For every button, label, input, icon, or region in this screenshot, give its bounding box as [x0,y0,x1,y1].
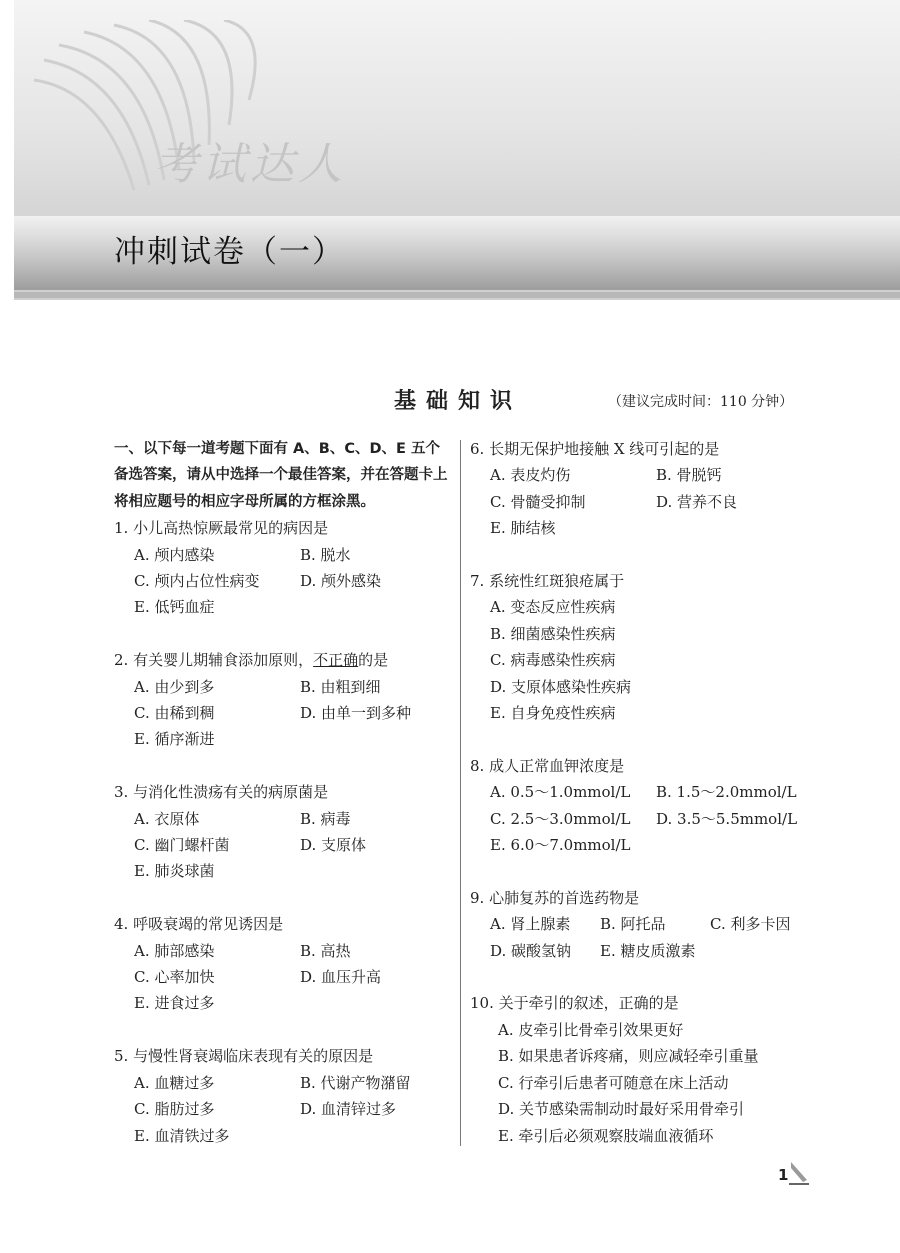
option: A. 衣原体 [134,809,200,828]
option: C. 利多卡因 [710,915,791,934]
option: C. 行牵引后患者可随意在床上活动 [498,1073,729,1092]
option: E. 牵引后必须观察肢端血液循环 [498,1126,714,1145]
option: D. 颅外感染 [300,572,382,591]
question-stem: 10. 关于牵引的叙述，正确的是 [470,994,679,1013]
question-stem: 6. 长期无保护地接触 X 线可引起的是 [470,440,720,458]
question-stem [114,647,454,673]
page-title: 冲刺试卷（一） [114,234,345,270]
option: A. 肾上腺素 [490,915,571,934]
page-corner-icon [789,1160,809,1186]
option: A. 由少到多 [134,677,215,696]
right-column [470,436,810,1149]
option: D. 3.5～5.5mmol/L [656,809,798,828]
option: E. 血清铁过多 [134,1126,230,1145]
section-time-note: （建议完成时间：110 分钟） [608,394,794,410]
option: C. 心率加快 [134,968,215,987]
option: A. 肺部感染 [134,941,215,960]
question-stem: 7. 系统性红斑狼疮属于 [470,572,625,591]
option: C. 由稀到稠 [134,704,215,723]
option: E. 糖皮质激素 [600,941,696,960]
page-number: 1 [778,1166,789,1184]
question-7 [470,568,810,726]
option: D. 营养不良 [656,492,738,511]
option: E. 6.0～7.0mmol/L [490,836,631,855]
option: B. 代谢产物潴留 [300,1073,411,1092]
question-9 [470,885,810,964]
column-divider [460,440,461,1146]
option: B. 脱水 [300,545,351,564]
question-stem: 8. 成人正常血钾浓度是 [470,756,625,775]
left-column [114,436,454,1149]
question-10 [470,990,810,1148]
stem-part: 2. 有关婴儿期辅食添加原则， [114,651,314,670]
option: A. 血糖过多 [134,1073,215,1092]
option: A. 表皮灼伤 [490,466,571,485]
option: B. 阿托品 [600,915,666,934]
stem-part: 的是 [358,651,389,670]
option: E. 低钙血症 [134,598,215,617]
question-1 [114,515,454,621]
option: E. 进食过多 [134,994,215,1013]
option: B. 病毒 [300,809,351,828]
question-5 [114,1043,454,1149]
option: B. 高热 [300,941,351,960]
question-stem: 3. 与消化性溃疡有关的病原菌是 [114,783,329,802]
option: B. 1.5～2.0mmol/L [656,783,797,802]
option: C. 脂肪过多 [134,1100,215,1119]
option: D. 血清锌过多 [300,1100,397,1119]
question-8 [470,753,810,859]
option: B. 骨脱钙 [656,466,722,485]
option: C. 幽门螺杆菌 [134,836,230,855]
option: D. 支原体感染性疾病 [490,677,632,696]
option: A. 颅内感染 [134,545,215,564]
option: D. 碳酸氢钠 [490,941,572,960]
option: E. 循序渐进 [134,730,215,749]
logo-text: 考试达人 [154,139,346,190]
question-stem: 1. 小儿高热惊厥最常见的病因是 [114,519,329,538]
header-banner [14,0,900,300]
stem-emphasis: 不正确 [313,651,359,670]
option: D. 血压升高 [300,968,382,987]
option: E. 肺结核 [490,519,556,538]
option: C. 2.5～3.0mmol/L [490,809,631,828]
question-stem: 4. 呼吸衰竭的常见诱因是 [114,915,284,934]
question-3 [114,779,454,885]
question-2 [114,647,454,753]
option: D. 关节感染需制动时最好采用骨牵引 [498,1100,745,1119]
option: C. 病毒感染性疾病 [490,651,616,670]
option: A. 变态反应性疾病 [490,598,616,617]
band-underline [14,292,900,298]
option: B. 细菌感染性疾病 [490,624,616,643]
option: D. 支原体 [300,836,367,855]
option: C. 颅内占位性病变 [134,572,260,591]
question-6 [470,436,810,542]
option: E. 自身免疫性疾病 [490,704,616,723]
option: A. 皮牵引比骨牵引效果更好 [498,1020,684,1039]
option: A. 0.5～1.0mmol/L [490,783,631,802]
option: E. 肺炎球菌 [134,862,215,881]
question-stem: 5. 与慢性肾衰竭临床表现有关的原因是 [114,1047,374,1066]
option: B. 由粗到细 [300,677,381,696]
question-stem: 9. 心肺复苏的首选药物是 [470,888,640,907]
option: B. 如果患者诉疼痛，则应减轻牵引重量 [498,1047,759,1066]
option: D. 由单一到多种 [300,704,412,723]
instructions: 一、以下每一道考题下面有 A、B、C、D、E 五个备选答案，请从中选择一个最佳答案，并在答题卡上将相应题号的相应字母所属的方框涂黑。 [114,441,448,510]
question-4 [114,911,454,1017]
option: C. 骨髓受抑制 [490,492,586,511]
section-title: 基础知识 [394,388,523,414]
